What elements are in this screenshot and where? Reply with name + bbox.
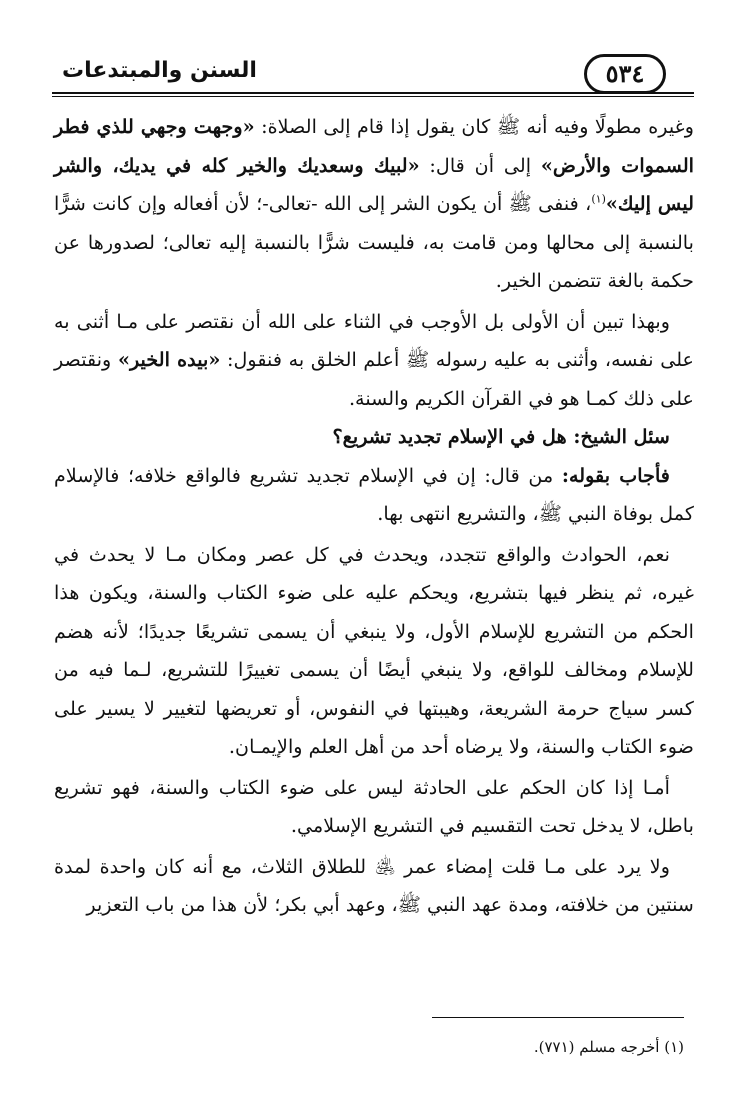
header-divider [52,92,694,94]
p1-quote-1: «وجهت وجهي للذي فطر السموات والأرض» [54,115,694,177]
page-header [52,52,694,98]
paragraph-5: ولا يرد على مـا قلت إمضاء عمر ﵁ للطلاق الثلاث، مع أنه كان واحدة لمدة سنتين من خلافته، ومدة عهد النبي ﷺ، وعهد أبي بكر؛ لأن هذا من باب التعزير [54,854,694,916]
answer-text: من قال: إن في الإسلام تجديد تشريع فالواقع خلافه؛ فالإسلام كمل بوفاة النبي ﷺ، والتشريع انتهى بها. [54,463,694,525]
p2-quote: «بيده الخير» [117,348,221,371]
paragraph-4: أمـا إذا كان الحكم على الحادثة ليس على ضوء الكتاب والسنة، فهو تشريع باطل، لا يدخل تحت التقسيم في التشريع الإسلامي. [54,775,694,837]
footnote-marker: (١) [591,192,606,206]
p1-quote-2: «لبيك وسعديك والخير كله في يديك، والشر ليس إليك» [54,153,694,215]
answer-paragraph [54,457,694,534]
question-heading: سئل الشيخ: هل في الإسلام تجديد تشريع؟ [332,425,670,448]
p1-text-a: وغيره مطولًا وفيه أنه ﷺ كان يقول إذا قام إلى الصلاة: [254,115,694,138]
answer-label: فأجاب بقوله: [561,463,670,487]
page-number: ٥٣٤ [584,54,666,94]
paragraph-3: نعم، الحوادث والواقع تتجدد، ويحدث في كل عصر ومكان مـا لا يحدث في غيره، ثم ينظر فيها بتشريع، ويحكم عليه على ضوء الكتاب والسنة، ويكون هذا الحكم من التشريع للإسلام الأول، ولا ينبغي أن يسمى تشريعًا جديدًا؛ لأنه هضم للإسلام ومخالف للواقع، ولا ينبغي أيضًا أن يسمى تغييرًا للتشريع، لـما فيه من كسر سياج حرمة الشريعة، وهيبتها في النفوس، أو تعريضها لتغيير لا يسير على ضوء الكتاب والسنة، ولا يرضاه أحد من أهل العلم والإيمـان. [54,542,694,758]
p1-text-c: ، فنفى ﷺ أن يكون الشر إلى الله -تعالى-؛ لأن أفعاله وإن كانت شرًّا بالنسبة إلى محالها ومن قامت به، فليست شرًّا بالنسبة إليه تعالى؛ لصدورها عن حكمة بالغة تتضمن الخير. [54,192,694,292]
main-text [54,108,694,925]
footnote-divider [432,1017,684,1018]
p1-text-b: إلى أن قال: [419,153,541,177]
paragraph-2 [54,303,694,419]
p2-text-a: وبهذا تبين أن الأولى بل الأوجب في الثناء على الله أن نقتصر على مـا أثنى به على نفسه، وأثنى به عليه رسوله ﷺ أعلم الخلق به فنقول: [54,309,694,371]
running-title: السنن والمبتدعات [62,58,257,83]
p2-text-b: ونقتصر على ذلك كمـا هو في القرآن الكريم والسنة. [54,348,694,410]
footnote: (١) أخرجه مسلم (٧٧١). [533,1038,684,1056]
paragraph-1 [54,108,694,301]
header-divider-thin [52,96,694,97]
